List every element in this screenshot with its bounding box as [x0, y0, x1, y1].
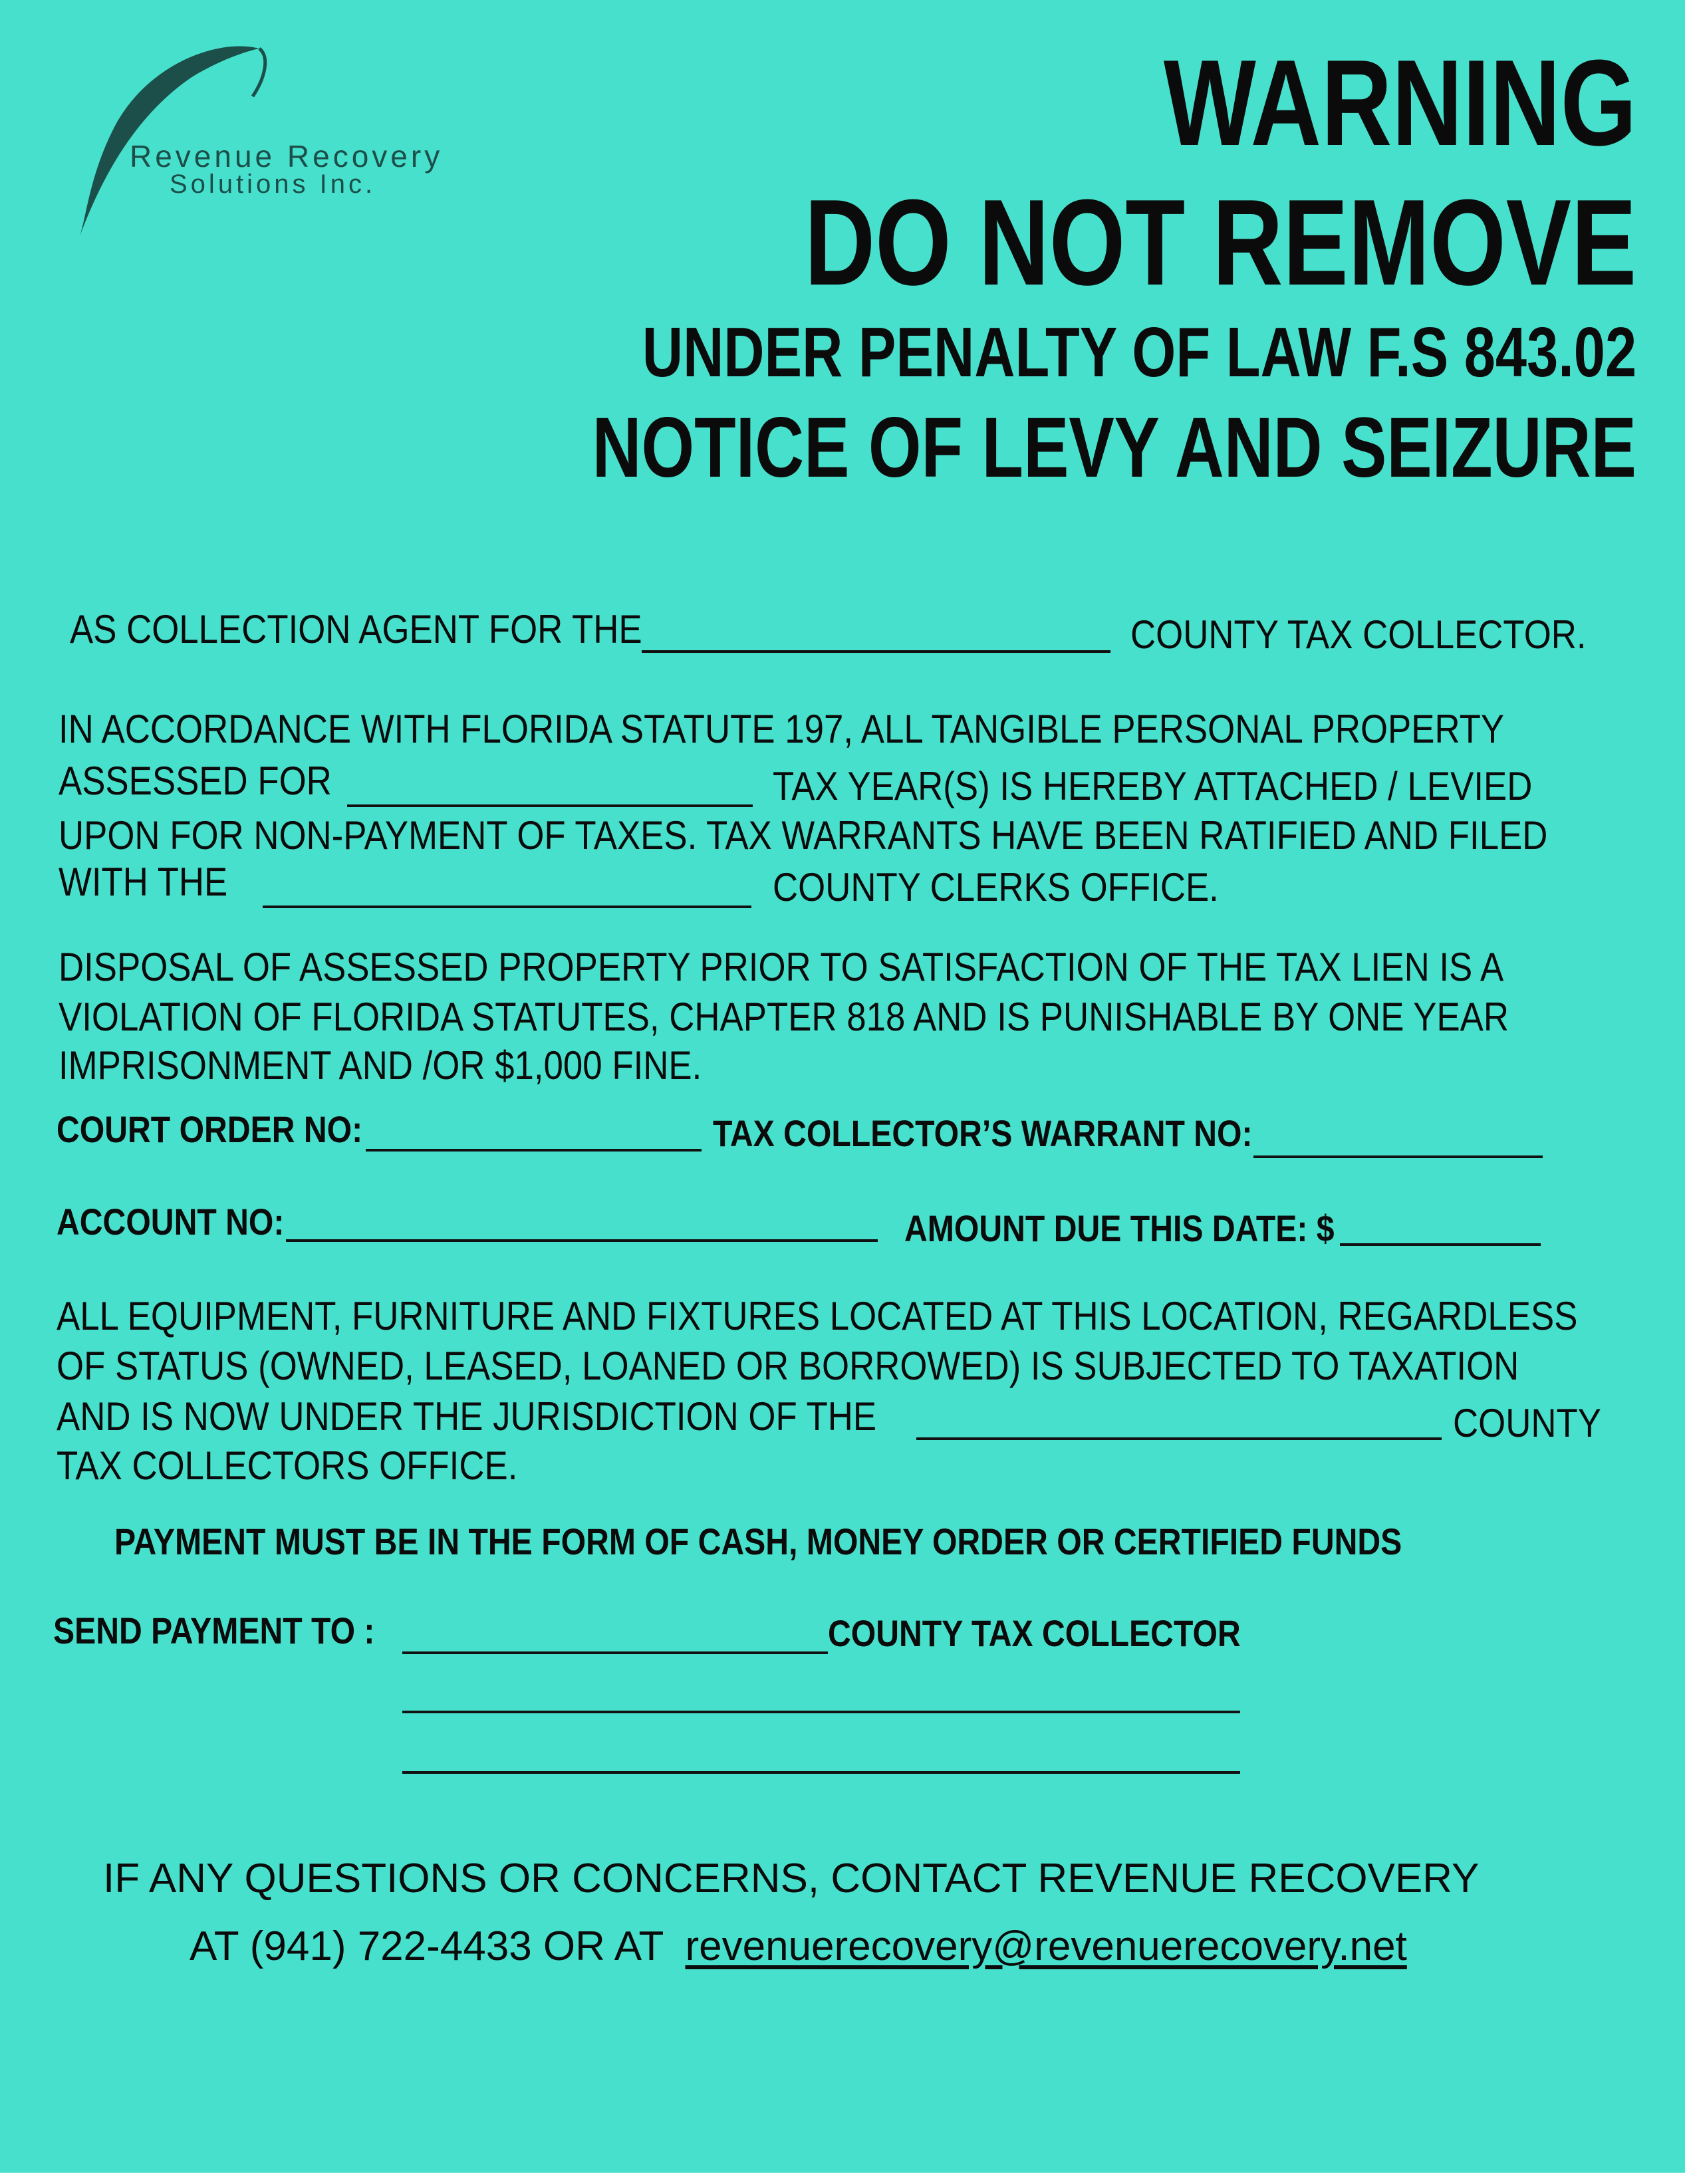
disposal-line-3: IMPRISONMENT AND /OR $1,000 FINE.: [59, 1043, 702, 1088]
amount-due-label: AMOUNT DUE THIS DATE: $: [904, 1207, 1335, 1249]
payment-form-notice: PAYMENT MUST BE IN THE FORM OF CASH, MONEY ORDER OR CERTIFIED FUNDS: [114, 1520, 1402, 1562]
county-blank-1[interactable]: [642, 650, 1110, 653]
accordance-line-1: IN ACCORDANCE WITH FLORIDA STATUTE 197, ALL TANGIBLE PERSONAL PROPERTY: [59, 707, 1505, 751]
contact-email-link[interactable]: revenuerecovery@revenuerecovery.net: [685, 1923, 1407, 1969]
payment-address-blank-2[interactable]: [402, 1771, 1240, 1774]
collection-prefix: AS COLLECTION AGENT FOR THE: [70, 607, 642, 652]
jurisdiction-county-blank[interactable]: [916, 1437, 1442, 1440]
contact-phone-text: AT (941) 722-4433 OR AT: [190, 1923, 664, 1969]
do-not-remove-heading: DO NOT REMOVE: [804, 174, 1636, 310]
send-payment-label: SEND PAYMENT TO :: [53, 1610, 375, 1651]
court-order-label: COURT ORDER NO:: [57, 1108, 363, 1150]
collection-suffix: COUNTY TAX COLLECTOR.: [1130, 612, 1587, 657]
clerk-county-blank[interactable]: [263, 906, 751, 908]
equipment-line-4: TAX COLLECTORS OFFICE.: [57, 1443, 518, 1488]
warrant-label: TAX COLLECTOR’S WARRANT NO:: [713, 1112, 1253, 1154]
equipment-line-1: ALL EQUIPMENT, FURNITURE AND FIXTURES LOCATED AT THIS LOCATION, REGARDLESS: [57, 1294, 1578, 1338]
contact-line-1: IF ANY QUESTIONS OR CONCERNS, CONTACT REVENUE RECOVERY: [103, 1856, 1480, 1901]
payment-address-blank-1[interactable]: [402, 1711, 1240, 1713]
account-blank[interactable]: [286, 1239, 878, 1242]
accordance-line-3: UPON FOR NON-PAYMENT OF TAXES. TAX WARRANTS HAVE BEEN RATIFIED AND FILED: [59, 813, 1548, 858]
accordance-line-2-prefix: ASSESSED FOR: [59, 759, 332, 803]
contact-line-2: [190, 1923, 1407, 1970]
penalty-heading: UNDER PENALTY OF LAW F.S 843.02: [642, 313, 1636, 392]
equipment-line-2: OF STATUS (OWNED, LEASED, LOANED OR BORROWED) IS SUBJECTED TO TAXATION: [57, 1344, 1519, 1388]
amount-due-blank[interactable]: [1340, 1243, 1541, 1246]
logo-line-1: Revenue Recovery: [130, 139, 444, 174]
court-order-blank[interactable]: [366, 1149, 702, 1152]
disposal-line-2: VIOLATION OF FLORIDA STATUTES, CHAPTER 818 AND IS PUNISHABLE BY ONE YEAR: [59, 995, 1509, 1039]
payment-county-blank[interactable]: [402, 1651, 828, 1654]
tax-year-blank[interactable]: [347, 804, 753, 807]
warrant-blank[interactable]: [1253, 1155, 1543, 1158]
account-label: ACCOUNT NO:: [57, 1201, 285, 1243]
accordance-line-4-prefix: WITH THE: [59, 860, 228, 904]
equipment-line-3-suffix: COUNTY: [1453, 1401, 1601, 1445]
accordance-line-4-suffix: COUNTY CLERKS OFFICE.: [773, 865, 1219, 910]
send-payment-suffix: COUNTY TAX COLLECTOR: [828, 1612, 1241, 1654]
logo-line-2: Solutions Inc.: [170, 170, 376, 199]
warning-heading: WARNING: [1163, 34, 1636, 171]
notice-heading: NOTICE OF LEVY AND SEIZURE: [592, 400, 1636, 495]
equipment-line-3-prefix: AND IS NOW UNDER THE JURISDICTION OF THE: [57, 1394, 877, 1439]
disposal-line-1: DISPOSAL OF ASSESSED PROPERTY PRIOR TO SATISFACTION OF THE TAX LIEN IS A: [59, 945, 1504, 989]
accordance-line-2-suffix: TAX YEAR(S) IS HEREBY ATTACHED / LEVIED: [773, 764, 1533, 808]
